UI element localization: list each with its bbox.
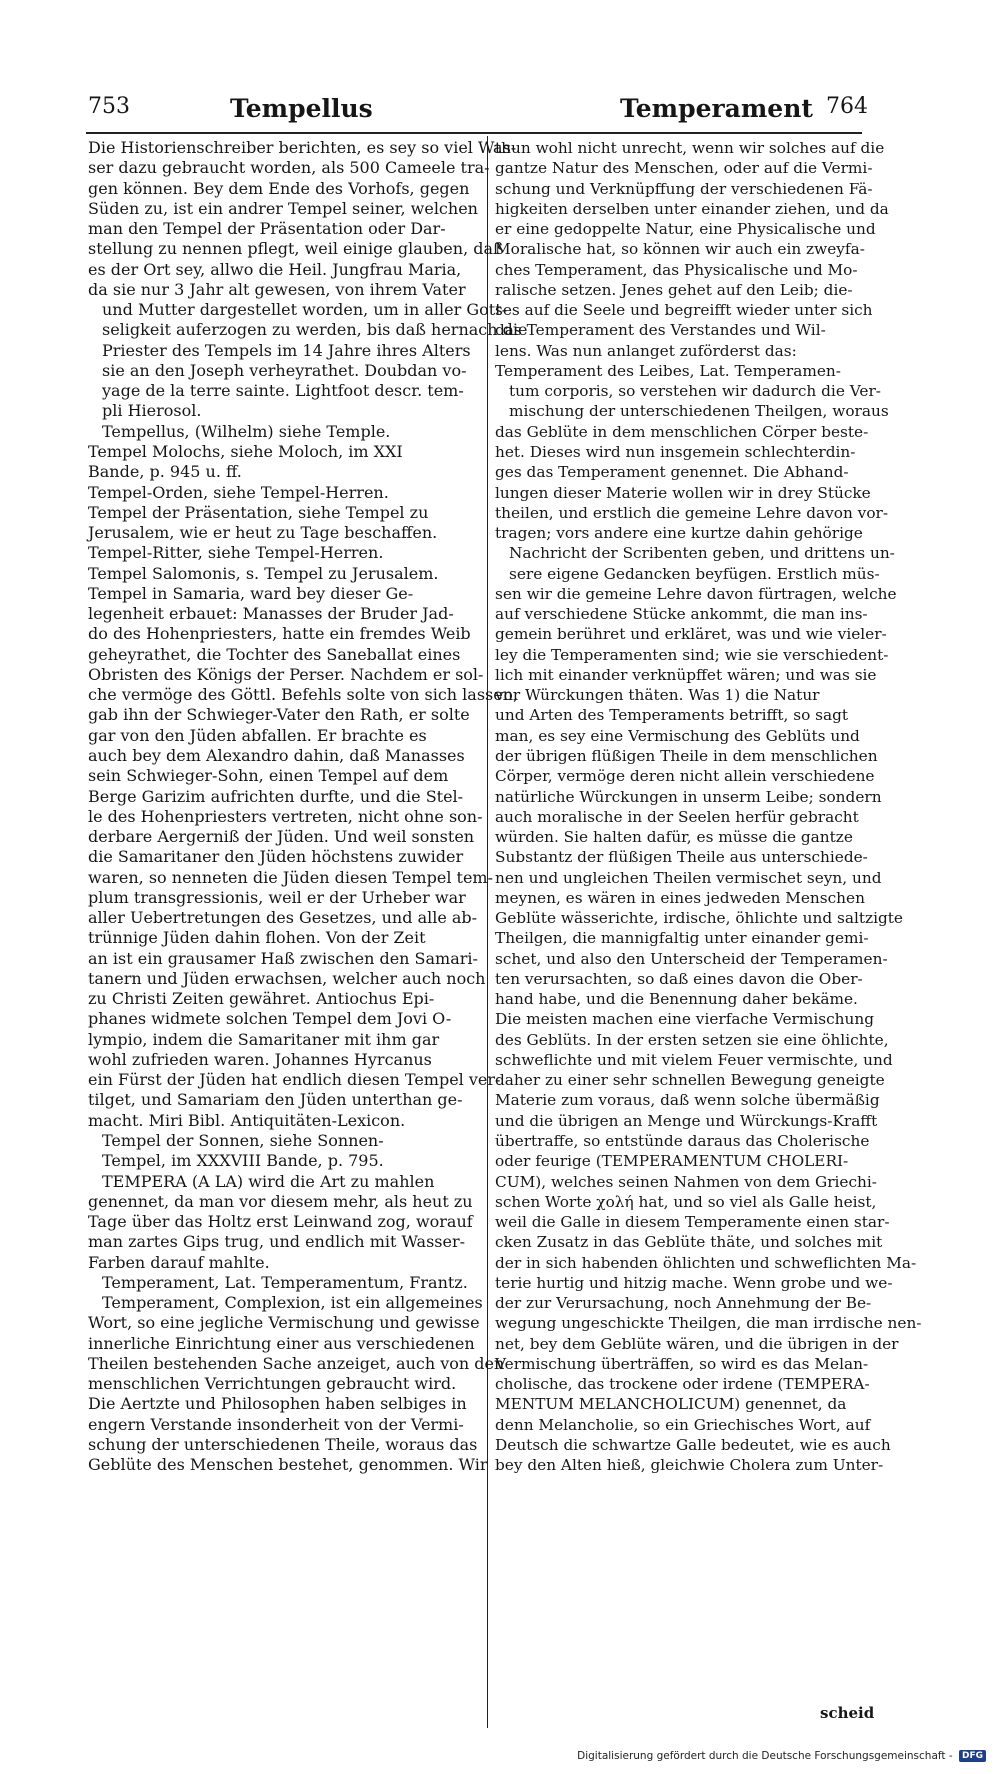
text-line: schen Worte χολή hat, und so viel als Galle heist, [495, 1192, 877, 1211]
text-line: legenheit erbauet: Manasses der Bruder Jad- [88, 604, 454, 624]
text-line: macht. Miri Bibl. Antiquitäten-Lexicon. [88, 1110, 406, 1130]
text-line: TEMPERA (A LA) wird die Art zu mahlen [102, 1171, 435, 1191]
text-line: ges das Temperament genennet. Die Abhand- [495, 463, 849, 482]
text-line: der zur Verursachung, noch Annehmung der Be- [495, 1294, 872, 1313]
text-line: aller Uebertretungen des Gesetzes, und alle ab- [88, 908, 478, 928]
right-column [495, 138, 922, 1476]
column-divider [487, 136, 488, 1728]
text-line: waren, so nenneten die Jüden diesen Tempel tem- [88, 867, 493, 887]
text-line: auch moralische in der Seelen herfür gebracht [495, 807, 859, 826]
text-line: das Temperament des Verstandes und Wil- [495, 321, 826, 340]
text-line: der übrigen flüßigen Theile in dem menschlichen [495, 746, 878, 765]
text-line: Deutsch die schwartze Galle bedeutet, wie es auch [495, 1436, 891, 1454]
text-line: lens. Was nun anlanget zuförderst das: [495, 341, 797, 360]
text-line: gen können. Bey dem Ende des Vorhofs, gegen [88, 178, 470, 198]
text-line: man, es sey eine Vermischung des Geblüts und [495, 726, 860, 745]
text-line: des Geblüts. In der ersten setzen sie eine öhlichte, [495, 1030, 889, 1049]
text-line: gar von den Jüden abfallen. Er brachte es [88, 725, 427, 745]
text-line: übertraffe, so entstünde daraus das Cholerische [495, 1132, 870, 1151]
text-line: es der Ort sey, allwo die Heil. Jungfrau Maria, [88, 259, 462, 279]
text-line: der in sich habenden öhlichten und schweflichten Ma- [495, 1253, 917, 1272]
text-line: gab ihn der Schwieger-Vater den Rath, er solte [88, 705, 470, 725]
text-line: genennet, da man vor diesem mehr, als heut zu [88, 1191, 473, 1211]
text-line: und die übrigen an Menge und Würckungs-Krafft [495, 1111, 878, 1130]
text-line: denn Melancholie, so ein Griechisches Wort, auf [495, 1415, 871, 1434]
text-line: MENTUM MELANCHOLICUM) genennet, da [495, 1395, 847, 1414]
text-line: daher zu einer sehr schnellen Bewegung geneigte [495, 1071, 885, 1090]
text-line: an ist ein grausamer Haß zwischen den Samari- [88, 948, 478, 968]
text-line: che vermöge des Göttl. Befehls solte von sich lassen, [88, 685, 519, 705]
text-line: man den Tempel der Präsentation oder Dar- [88, 219, 446, 239]
text-line: ses auf die Seele und begreifft wieder unter sich [495, 301, 873, 320]
text-line: würden. Sie halten dafür, es müsse die gantze [495, 828, 853, 847]
text-line: pli Hierosol. [102, 401, 202, 421]
text-line: Temperament, Lat. Temperamentum, Frantz. [102, 1272, 468, 1292]
text-line: auf verschiedene Stücke ankommt, die man ins- [495, 605, 868, 624]
text-line: oder feurige (TEMPERAMENTUM CHOLERI- [495, 1152, 849, 1171]
text-line: sie an den Joseph verheyrathet. Doubdan vo- [102, 360, 467, 380]
text-line: Geblüte wässerichte, irdische, öhlichte und saltzigte [495, 909, 903, 928]
catchword: scheid [820, 1704, 875, 1722]
text-line: wegung ungeschickte Theilgen, die man irrdische nen- [495, 1314, 922, 1333]
text-line: ley die Temperamenten sind; wie sie verschiedent- [495, 645, 889, 664]
text-line: Tempel Salomonis, s. Tempel zu Jerusalem. [88, 563, 439, 583]
text-line: terie hurtig und hitzig mache. Wenn grobe und we- [495, 1273, 893, 1292]
text-line: Theilen bestehenden Sache anzeiget, auch von den [88, 1353, 505, 1373]
text-line: Farben darauf mahlte. [88, 1252, 270, 1272]
text-line: Die Aertzte und Philosophen haben selbiges in [88, 1394, 467, 1414]
text-line: Tage über das Holtz erst Leinwand zog, worauf [88, 1212, 473, 1232]
text-line: sen wir die gemeine Lehre davon fürtragen, welche [495, 584, 897, 603]
text-line: Tempel der Präsentation, siehe Tempel zu [88, 502, 429, 522]
text-line: das Geblüte in dem menschlichen Cörper beste- [495, 422, 869, 441]
text-line: Temperament des Leibes, Lat. Temperamen- [495, 361, 841, 380]
text-line: natürliche Würckungen in unserm Leibe; sondern [495, 787, 882, 806]
text-line: nen und ungleichen Theilen vermischet seyn, und [495, 868, 882, 887]
right-page-number: 764 [826, 94, 868, 119]
footer-text: Digitalisierung gefördert durch die Deutsche Forschungsgemeinschaft - [577, 1750, 953, 1762]
text-line: da sie nur 3 Jahr alt gewesen, von ihrem Vater [88, 279, 466, 299]
text-line: ein Fürst der Jüden hat endlich diesen Tempel ver- [88, 1070, 501, 1090]
text-line: Bande, p. 945 u. ff. [88, 462, 242, 482]
text-line: sere eigene Gedancken beyfügen. Erstlich müs- [509, 564, 880, 583]
text-line: engern Verstande insonderheit von der Vermi- [88, 1414, 464, 1434]
text-line: Theilgen, die mannigfaltig unter einander gemi- [495, 929, 869, 948]
text-line: menschlichen Verrichtungen gebraucht wird. [88, 1374, 457, 1394]
text-line: Tempel-Orden, siehe Tempel-Herren. [88, 482, 389, 502]
text-line: Tempel der Sonnen, siehe Sonnen- [102, 1131, 384, 1151]
text-line: sein Schwieger-Sohn, einen Tempel auf dem [88, 766, 449, 786]
text-line: Temperament, Complexion, ist ein allgemeines [102, 1293, 483, 1313]
text-line: Geblüte des Menschen bestehet, genommen. Wir [88, 1455, 488, 1475]
text-line: schweflichte und mit vielem Feuer vermischte, und [495, 1050, 893, 1069]
text-line: Nachricht der Scribenten geben, und drittens un- [509, 544, 895, 563]
text-line: derbare Aergerniß der Jüden. Und weil sonsten [88, 827, 475, 847]
text-line: bey den Alten hieß, gleichwie Cholera zum Unter- [495, 1456, 884, 1475]
text-line: lympio, indem die Samaritaner mit ihm gar [88, 1029, 440, 1049]
text-line: Tempel-Ritter, siehe Tempel-Herren. [88, 543, 384, 563]
text-line: Tempellus, (Wilhelm) siehe Temple. [102, 421, 391, 441]
text-line: Jerusalem, wie er heut zu Tage beschaffen. [88, 523, 438, 543]
text-line: er eine gedoppelte Natur, eine Physicalische und [495, 220, 876, 239]
text-line: le des Hohenpriesters vertreten, nicht ohne son- [88, 806, 483, 826]
text-line: seligkeit auferzogen zu werden, bis daß hernach die [102, 320, 528, 340]
text-line: plum transgressionis, weil er der Urheber war [88, 887, 466, 907]
text-line: Materie zum voraus, daß wenn solche übermäßig [495, 1091, 880, 1110]
right-running-title: Temperament [620, 94, 813, 123]
left-running-title: Tempellus [230, 94, 373, 123]
text-line: tanern und Jüden erwachsen, welcher auch noch [88, 968, 486, 988]
dfg-logo: DFG [959, 1750, 986, 1762]
text-line: Die Historienschreiber berichten, es sey so viel Was- [88, 138, 517, 157]
text-line: Berge Garizim aufrichten durfte, und die Stel- [88, 786, 464, 806]
text-line: Obristen des Königs der Perser. Nachdem er sol- [88, 664, 484, 684]
text-line: Süden zu, ist ein andrer Tempel seiner, welchen [88, 198, 478, 218]
text-line: yage de la terre sainte. Lightfoot descr. tem- [102, 381, 464, 401]
text-line: do des Hohenpriesters, hatte ein fremdes Weib [88, 624, 471, 644]
digitization-footer [577, 1750, 986, 1762]
text-line: lungen dieser Materie wollen wir in drey Stücke [495, 483, 871, 502]
text-line: zu Christi Zeiten gewähret. Antiochus Epi- [88, 989, 435, 1009]
text-line: die Samaritaner den Jüden höchstens zuwider [88, 847, 464, 867]
text-line: tragen; vors andere eine kurtze dahin gehörige [495, 524, 863, 543]
text-line: weil die Galle in diesem Temperamente einen star- [495, 1213, 890, 1232]
text-line: trünnige Jüden dahin flohen. Von der Zeit [88, 928, 426, 948]
text-line: thun wohl nicht unrecht, wenn wir solches auf die [495, 139, 885, 157]
text-line: ches Temperament, das Physicalische und Mo- [495, 260, 858, 279]
text-line: vor Würckungen thäten. Was 1) die Natur [495, 686, 820, 705]
text-line: Moralische hat, so können wir auch ein zweyfa- [495, 240, 865, 259]
text-line: ten verursachten, so daß eines davon die Ober- [495, 969, 863, 988]
text-line: Die meisten machen eine vierfache Vermischung [495, 1010, 874, 1029]
text-line: hand habe, und die Benennung daher bekäme. [495, 990, 858, 1009]
left-column [88, 138, 528, 1476]
text-line: cholische, das trockene oder irdene (TEMPERA- [495, 1375, 870, 1394]
text-line: auch bey dem Alexandro dahin, daß Manasses [88, 745, 465, 765]
text-line: Substantz der flüßigen Theile aus unterschiede- [495, 848, 868, 867]
text-line: tilget, und Samariam den Jüden unterthan ge- [88, 1090, 463, 1110]
text-line: net, bey dem Geblüte wären, und die übrigen in der [495, 1334, 899, 1353]
text-line: man zartes Gips trug, und endlich mit Wasser- [88, 1232, 466, 1252]
text-line: Tempel Molochs, siehe Moloch, im XXI [88, 441, 403, 461]
text-line: gantze Natur des Menschen, oder auf die Vermi- [495, 159, 873, 178]
text-line: geheyrathet, die Tochter des Saneballat eines [88, 644, 461, 664]
text-line: ralische setzen. Jenes gehet auf den Leib; die- [495, 280, 853, 299]
text-line: Cörper, vermöge deren nicht allein verschiedene [495, 767, 875, 786]
text-line: Tempel, im XXXVIII Bande, p. 795. [102, 1151, 384, 1171]
text-line: wohl zufrieden waren. Johannes Hyrcanus [88, 1049, 432, 1069]
text-line: cken Zusatz in das Geblüte thäte, und solches mit [495, 1233, 883, 1252]
header-rule [86, 132, 862, 134]
text-line: ser dazu gebraucht worden, als 500 Cameele tra- [88, 158, 490, 178]
text-line: higkeiten derselben unter einander ziehen, und da [495, 199, 889, 218]
text-line: phanes widmete solchen Tempel dem Jovi O- [88, 1009, 452, 1029]
text-line: und Arten des Temperaments betrifft, so sagt [495, 706, 849, 725]
text-line: Wort, so eine jegliche Vermischung und gewisse [88, 1313, 480, 1333]
left-page-number: 753 [88, 94, 130, 119]
text-line: mischung der unterschiedenen Theilgen, woraus [509, 402, 889, 421]
text-line: tum corporis, so verstehen wir dadurch die Ver- [509, 382, 881, 401]
text-line: innerliche Einrichtung einer aus verschiedenen [88, 1333, 475, 1353]
text-line: theilen, und erstlich die gemeine Lehre davon vor- [495, 503, 889, 522]
text-line: Vermischung überträffen, so wird es das Melan- [495, 1354, 869, 1373]
text-line: lich mit einander verknüpffet wären; und was sie [495, 665, 877, 684]
text-line: schung der unterschiedenen Theile, woraus das [88, 1435, 478, 1454]
text-line: gemein berühret und erkläret, was und wie vieler- [495, 625, 887, 644]
text-line: und Mutter dargestellet worden, um in aller Gott- [102, 300, 508, 320]
text-line: schet, und also den Unterscheid der Temperamen- [495, 949, 888, 968]
text-line: meynen, es wären in eines jedweden Menschen [495, 888, 865, 907]
text-line: Tempel in Samaria, ward bey dieser Ge- [88, 583, 414, 603]
text-line: Priester des Tempels im 14 Jahre ihres Alters [102, 340, 471, 360]
text-line: stellung zu nennen pflegt, weil einige glauben, daß [88, 239, 504, 259]
text-line: CUM), welches seinen Nahmen von dem Griechi- [495, 1172, 877, 1191]
text-line: het. Dieses wird nun insgemein schlechterdin- [495, 442, 856, 461]
text-line: schung und Verknüpffung der verschiedenen Fä- [495, 179, 873, 198]
